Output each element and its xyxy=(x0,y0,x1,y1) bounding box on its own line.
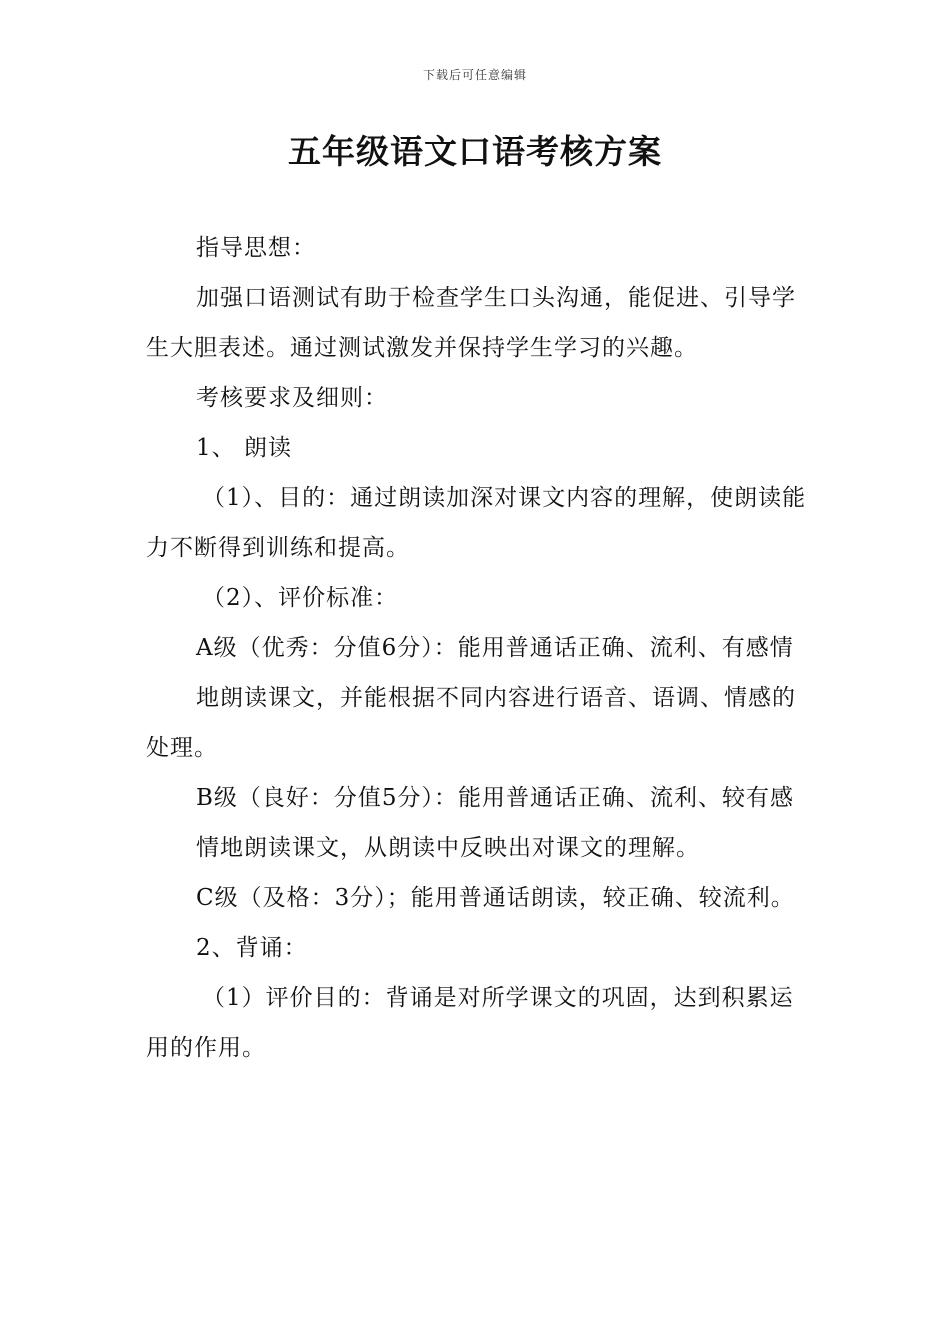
paragraph-requirements-heading: 考核要求及细则： xyxy=(196,385,388,411)
paragraph-grade-a-continued: 地朗读课文，并能根据不同内容进行语音、语调、情感的处理。 xyxy=(146,685,796,761)
paragraph-grade-b: B级（良好：分值5分）：能用普通话正确、流利、较有感 xyxy=(196,785,795,811)
paragraph-reading-purpose: （1）、目的：通过朗读加深对课文内容的理解，使朗读能力不断得到训练和提高。 xyxy=(146,485,807,561)
paragraph-recitation-purpose: （1）评价目的：背诵是对所学课文的巩固，达到积累运用的作用。 xyxy=(146,985,794,1061)
paragraph-evaluation-criteria: （2）、评价标准： xyxy=(202,585,399,611)
document-body xyxy=(146,223,811,1073)
paragraph-section-reading: 1、 朗读 xyxy=(196,435,292,461)
document-title: 五年级语文口语考核方案 xyxy=(288,132,662,171)
paragraph-section-recitation: 2、背诵： xyxy=(196,935,308,961)
paragraph-grade-a: A级（优秀：分值6分）：能用普通话正确、流利、有感情 xyxy=(196,635,794,661)
paragraph-guiding-text: 加强口语测试有助于检查学生口头沟通，能促进、引导学生大胆表述。通过测试激发并保持学生学习的兴趣。 xyxy=(146,285,796,361)
paragraph-grade-b-continued: 情地朗读课文，从朗读中反映出对课文的理解。 xyxy=(196,835,700,861)
paragraph-grade-c: C级（及格：3分）；能用普通话朗读，较正确、较流利。 xyxy=(196,885,795,911)
header-note: 下载后可任意编辑 xyxy=(422,68,527,82)
paragraph-guiding-heading: 指导思想： xyxy=(196,235,316,261)
